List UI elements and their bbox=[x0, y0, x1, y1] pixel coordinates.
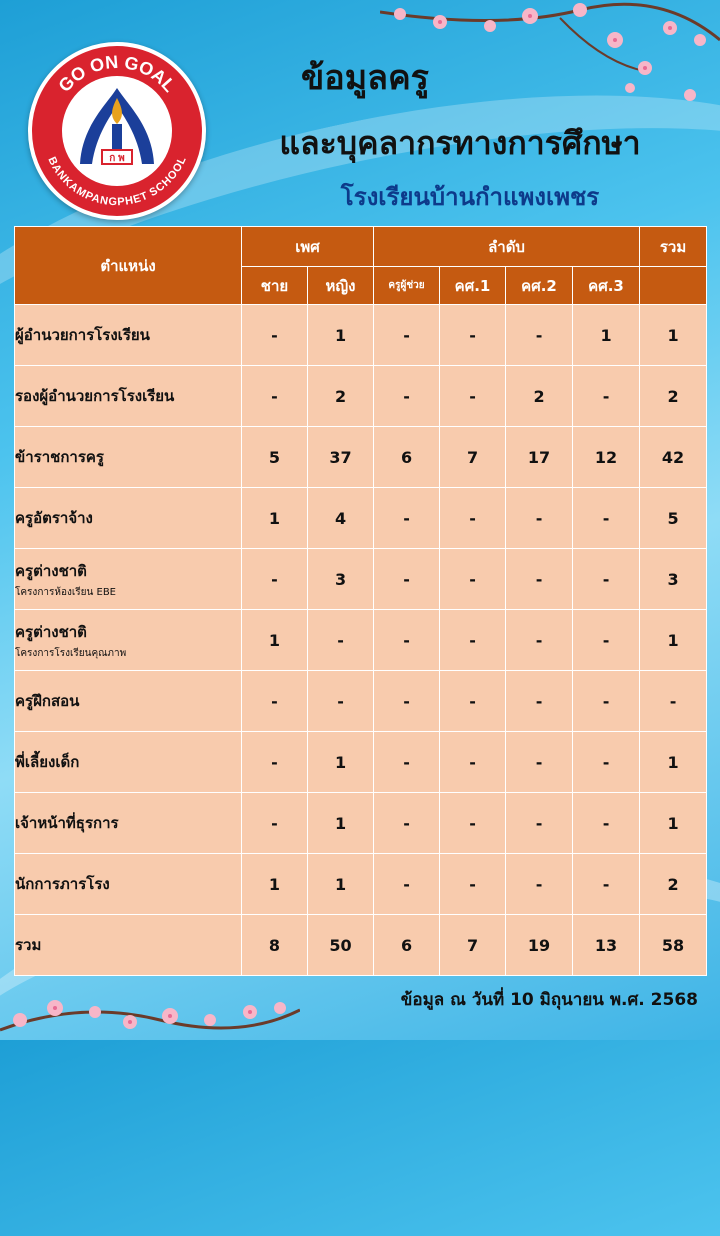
row-position-label: รวม bbox=[15, 936, 42, 954]
table-cell: - bbox=[506, 793, 573, 854]
logo-top-text: GO ON GOAL bbox=[54, 51, 180, 96]
table-cell: 13 bbox=[573, 915, 640, 976]
subheader-kor-sor-1: คศ.1 bbox=[440, 267, 506, 305]
table-cell: 1 bbox=[640, 793, 707, 854]
table-cell: 1 bbox=[242, 488, 308, 549]
row-position-name bbox=[15, 793, 242, 854]
table-cell: - bbox=[374, 549, 440, 610]
table-cell: 8 bbox=[242, 915, 308, 976]
title-block bbox=[210, 50, 710, 216]
table-row bbox=[15, 427, 707, 488]
row-position-name bbox=[15, 610, 242, 671]
subheader-total-blank bbox=[640, 267, 707, 305]
table-cell: 1 bbox=[308, 305, 374, 366]
table-cell: - bbox=[573, 854, 640, 915]
table-cell: - bbox=[308, 671, 374, 732]
table-cell: 2 bbox=[506, 366, 573, 427]
table-row bbox=[15, 732, 707, 793]
table-cell: - bbox=[242, 793, 308, 854]
table-cell: 1 bbox=[640, 610, 707, 671]
table-cell: - bbox=[242, 671, 308, 732]
table-cell: 1 bbox=[242, 854, 308, 915]
table-cell: - bbox=[506, 671, 573, 732]
table-row bbox=[15, 488, 707, 549]
row-position-name bbox=[15, 305, 242, 366]
table-cell: - bbox=[573, 488, 640, 549]
row-position-label: ข้าราชการครู bbox=[15, 448, 104, 466]
table-cell: 7 bbox=[440, 915, 506, 976]
table-cell: - bbox=[573, 366, 640, 427]
row-position-name bbox=[15, 915, 242, 976]
table-cell: 50 bbox=[308, 915, 374, 976]
table-cell: - bbox=[506, 305, 573, 366]
table-cell: - bbox=[374, 610, 440, 671]
table-cell: - bbox=[640, 671, 707, 732]
subheader-kor-sor-3: คศ.3 bbox=[573, 267, 640, 305]
table-row bbox=[15, 366, 707, 427]
table-cell: - bbox=[440, 671, 506, 732]
data-date-note: ข้อมูล ณ วันที่ 10 มิถุนายน พ.ศ. 2568 bbox=[400, 990, 698, 1010]
table-cell: - bbox=[506, 610, 573, 671]
table-cell: 2 bbox=[308, 366, 374, 427]
page-subtitle: และบุคลากรทางการศึกษา bbox=[279, 124, 641, 162]
table-cell: 1 bbox=[640, 305, 707, 366]
table-row bbox=[15, 854, 707, 915]
table-cell: 6 bbox=[374, 915, 440, 976]
table-cell: - bbox=[440, 549, 506, 610]
row-position-sublabel: โครงการห้องเรียน EBE bbox=[15, 586, 116, 598]
table-cell: 7 bbox=[440, 427, 506, 488]
row-position-name bbox=[15, 366, 242, 427]
table-row bbox=[15, 549, 707, 610]
table-cell: - bbox=[440, 366, 506, 427]
table-cell: - bbox=[374, 671, 440, 732]
table-cell: 2 bbox=[640, 854, 707, 915]
table-cell: - bbox=[573, 549, 640, 610]
row-position-label: พี่เลี้ยงเด็ก bbox=[15, 753, 80, 771]
table-cell: - bbox=[440, 732, 506, 793]
row-position-label: ครูอัตราจ้าง bbox=[15, 509, 93, 527]
table-cell: 5 bbox=[640, 488, 707, 549]
table-cell: - bbox=[440, 488, 506, 549]
table-row bbox=[15, 671, 707, 732]
table-cell: - bbox=[440, 854, 506, 915]
table-cell: - bbox=[374, 732, 440, 793]
table-cell: - bbox=[242, 732, 308, 793]
table-cell: 1 bbox=[573, 305, 640, 366]
header-rank: ลำดับ bbox=[374, 227, 640, 267]
table-cell: - bbox=[506, 732, 573, 793]
table-cell: - bbox=[573, 732, 640, 793]
table-cell: - bbox=[242, 549, 308, 610]
table-cell: - bbox=[374, 854, 440, 915]
table-cell: - bbox=[506, 488, 573, 549]
table-cell: 1 bbox=[640, 732, 707, 793]
row-position-label: นักการภารโรง bbox=[15, 875, 110, 893]
row-position-label: รองผู้อำนวยการโรงเรียน bbox=[15, 387, 175, 405]
table-cell: 1 bbox=[308, 793, 374, 854]
table-row bbox=[15, 793, 707, 854]
subheader-female: หญิง bbox=[308, 267, 374, 305]
table-cell: 1 bbox=[242, 610, 308, 671]
row-position-name bbox=[15, 488, 242, 549]
table-cell: - bbox=[308, 610, 374, 671]
table-cell: - bbox=[242, 366, 308, 427]
table-cell: 2 bbox=[640, 366, 707, 427]
header-position: ตำแหน่ง bbox=[15, 227, 242, 305]
table-cell: 17 bbox=[506, 427, 573, 488]
table-cell: 1 bbox=[308, 732, 374, 793]
table-cell: 37 bbox=[308, 427, 374, 488]
table-cell: - bbox=[440, 610, 506, 671]
row-position-label: ผู้อำนวยการโรงเรียน bbox=[15, 326, 150, 344]
table-cell: 3 bbox=[308, 549, 374, 610]
staff-table bbox=[14, 226, 707, 976]
header-total: รวม bbox=[640, 227, 707, 267]
table-cell: 5 bbox=[242, 427, 308, 488]
table-cell: - bbox=[374, 488, 440, 549]
table-cell: - bbox=[506, 549, 573, 610]
table-cell: 19 bbox=[506, 915, 573, 976]
table-cell: 12 bbox=[573, 427, 640, 488]
table-cell: - bbox=[374, 793, 440, 854]
logo-bottom-text: BANKAMPANGPHET SCHOOL bbox=[45, 155, 189, 209]
table-cell: - bbox=[374, 366, 440, 427]
subheader-male: ชาย bbox=[242, 267, 308, 305]
row-position-name bbox=[15, 732, 242, 793]
table-cell: - bbox=[506, 854, 573, 915]
table-cell: 42 bbox=[640, 427, 707, 488]
subheader-kor-sor-2: คศ.2 bbox=[506, 267, 573, 305]
logo-initials: ก พ bbox=[109, 153, 125, 164]
page-title: ข้อมูลครู bbox=[301, 58, 429, 98]
row-position-name bbox=[15, 854, 242, 915]
row-position-name bbox=[15, 427, 242, 488]
table-cell: - bbox=[573, 793, 640, 854]
table-cell: 3 bbox=[640, 549, 707, 610]
table-cell: 6 bbox=[374, 427, 440, 488]
table-cell: - bbox=[573, 671, 640, 732]
row-position-name bbox=[15, 549, 242, 610]
table-row bbox=[15, 305, 707, 366]
table-cell: - bbox=[573, 610, 640, 671]
table-cell: - bbox=[374, 305, 440, 366]
row-position-label: เจ้าหน้าที่ธุรการ bbox=[15, 814, 119, 832]
row-position-sublabel: โครงการโรงเรียนคุณภาพ bbox=[15, 647, 127, 659]
row-position-label: ครูต่างชาติ bbox=[15, 561, 87, 580]
table-row bbox=[15, 610, 707, 671]
table-row bbox=[15, 915, 707, 976]
table-cell: 4 bbox=[308, 488, 374, 549]
table-cell: - bbox=[242, 305, 308, 366]
table-cell: - bbox=[440, 305, 506, 366]
school-name: โรงเรียนบ้านกำแพงเพชร bbox=[340, 183, 600, 211]
row-position-name bbox=[15, 671, 242, 732]
row-position-label: ครูฝึกสอน bbox=[15, 692, 80, 710]
table-cell: 1 bbox=[308, 854, 374, 915]
table-cell: 58 bbox=[640, 915, 707, 976]
subheader-assistant-teacher: ครูผู้ช่วย bbox=[374, 267, 440, 305]
row-position-label: ครูต่างชาติ bbox=[15, 622, 87, 641]
table-cell: - bbox=[440, 793, 506, 854]
header-gender: เพศ bbox=[242, 227, 374, 267]
